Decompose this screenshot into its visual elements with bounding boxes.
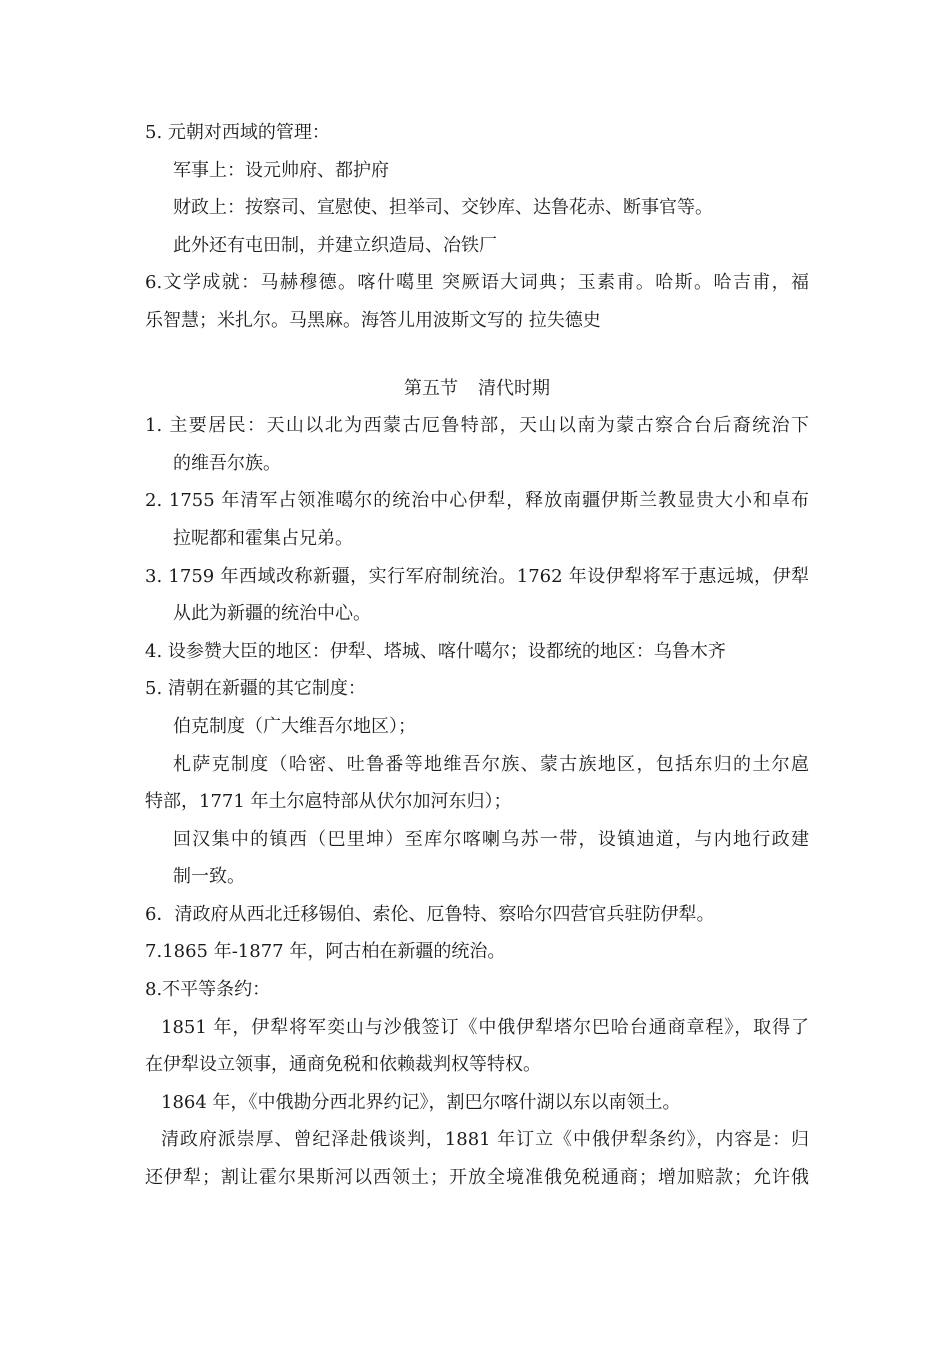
qing-item5-title: 5. 清朝在新疆的其它制度： (145, 678, 366, 700)
qing-item2-line2: 拉呢都和霍集占兄弟。 (173, 527, 353, 549)
qing-item5-county-line2: 制一致。 (173, 866, 245, 888)
qing-item5-jasak-line2: 特部，1771 年土尔扈特部从伏尔加河东归）； (145, 791, 512, 813)
qing-item7: 7.1865 年-1877 年，阿古柏在新疆的统治。 (145, 941, 506, 963)
section-heading-title: 清代时期 (478, 377, 550, 399)
yuan-item5-other: 此外还有屯田制，并建立织造局、冶铁厂 (173, 234, 497, 256)
treaty-1881-line2: 还伊犁；割让霍尔果斯河以西领土；开放全境准俄免税通商；增加赔款；允许俄 (145, 1167, 809, 1189)
document-page (145, 114, 809, 1197)
qing-item5-jasak-line1: 札萨克制度（哈密、吐鲁番等地维吾尔族、蒙古族地区，包括东归的土尔扈 (173, 753, 809, 775)
yuan-item6-line1: 6.文学成就：马赫穆德。喀什噶里 突厥语大词典；玉素甫。哈斯。哈吉甫，福 (145, 272, 809, 294)
treaty-1851-line2: 在伊犁设立领事，通商免税和依赖裁判权等特权。 (145, 1054, 541, 1076)
qing-item2-line1: 2. 1755 年清军占领准噶尔的统治中心伊犁，释放南疆伊斯兰教显贵大小和卓布 (145, 490, 809, 512)
section-heading-number: 第五节 (404, 377, 458, 399)
qing-item6: 6．清政府从西北迁移锡伯、索伦、厄鲁特、察哈尔四营官兵驻防伊犁。 (145, 903, 715, 925)
treaty-1881-line1: 清政府派崇厚、曾纪泽赴俄谈判，1881 年订立《中俄伊犁条约》，内容是：归 (161, 1129, 809, 1151)
yuan-item6-line2: 乐智慧；米扎尔。马黑麻。海答儿用波斯文写的 拉失德史 (145, 309, 601, 331)
qing-item4: 4. 设参赞大臣的地区：伊犁、塔城、喀什噶尔；设都统的地区：乌鲁木齐 (145, 640, 726, 662)
qing-item8-title: 8.不平等条约： (145, 979, 271, 1001)
yuan-item5-military: 军事上：设元帅府、都护府 (173, 159, 389, 181)
treaty-1851-line1: 1851 年，伊犁将军奕山与沙俄签订《中俄伊犁塔尔巴哈台通商章程》，取得了 (161, 1016, 809, 1038)
qing-item1-line1: 1. 主要居民：天山以北为西蒙古厄鲁特部，天山以南为蒙古察合台后裔统治下 (145, 415, 809, 437)
section-heading (145, 370, 809, 408)
qing-item3-line1: 3. 1759 年西域改称新疆，实行军府制统治。1762 年设伊犁将军于惠远城，伊犁 (145, 565, 809, 587)
qing-item3-line2: 从此为新疆的统治中心。 (173, 603, 371, 625)
yuan-item5-finance: 财政上：按察司、宣慰使、担举司、交钞库、达鲁花赤、断事官等。 (173, 197, 713, 219)
treaty-1864: 1864 年，《中俄勘分西北界约记》，割巴尔喀什湖以东以南领土。 (161, 1091, 681, 1113)
qing-item5-beg: 伯克制度（广大维吾尔地区）； (173, 715, 416, 737)
yuan-item5-title: 5. 元朝对西域的管理： (145, 122, 330, 143)
qing-item1-line2: 的维吾尔族。 (173, 452, 281, 474)
section-gap (145, 340, 809, 370)
qing-item5-county-line1: 回汉集中的镇西（巴里坤）至库尔喀喇乌苏一带，设镇迪道，与内地行政建 (173, 828, 809, 850)
